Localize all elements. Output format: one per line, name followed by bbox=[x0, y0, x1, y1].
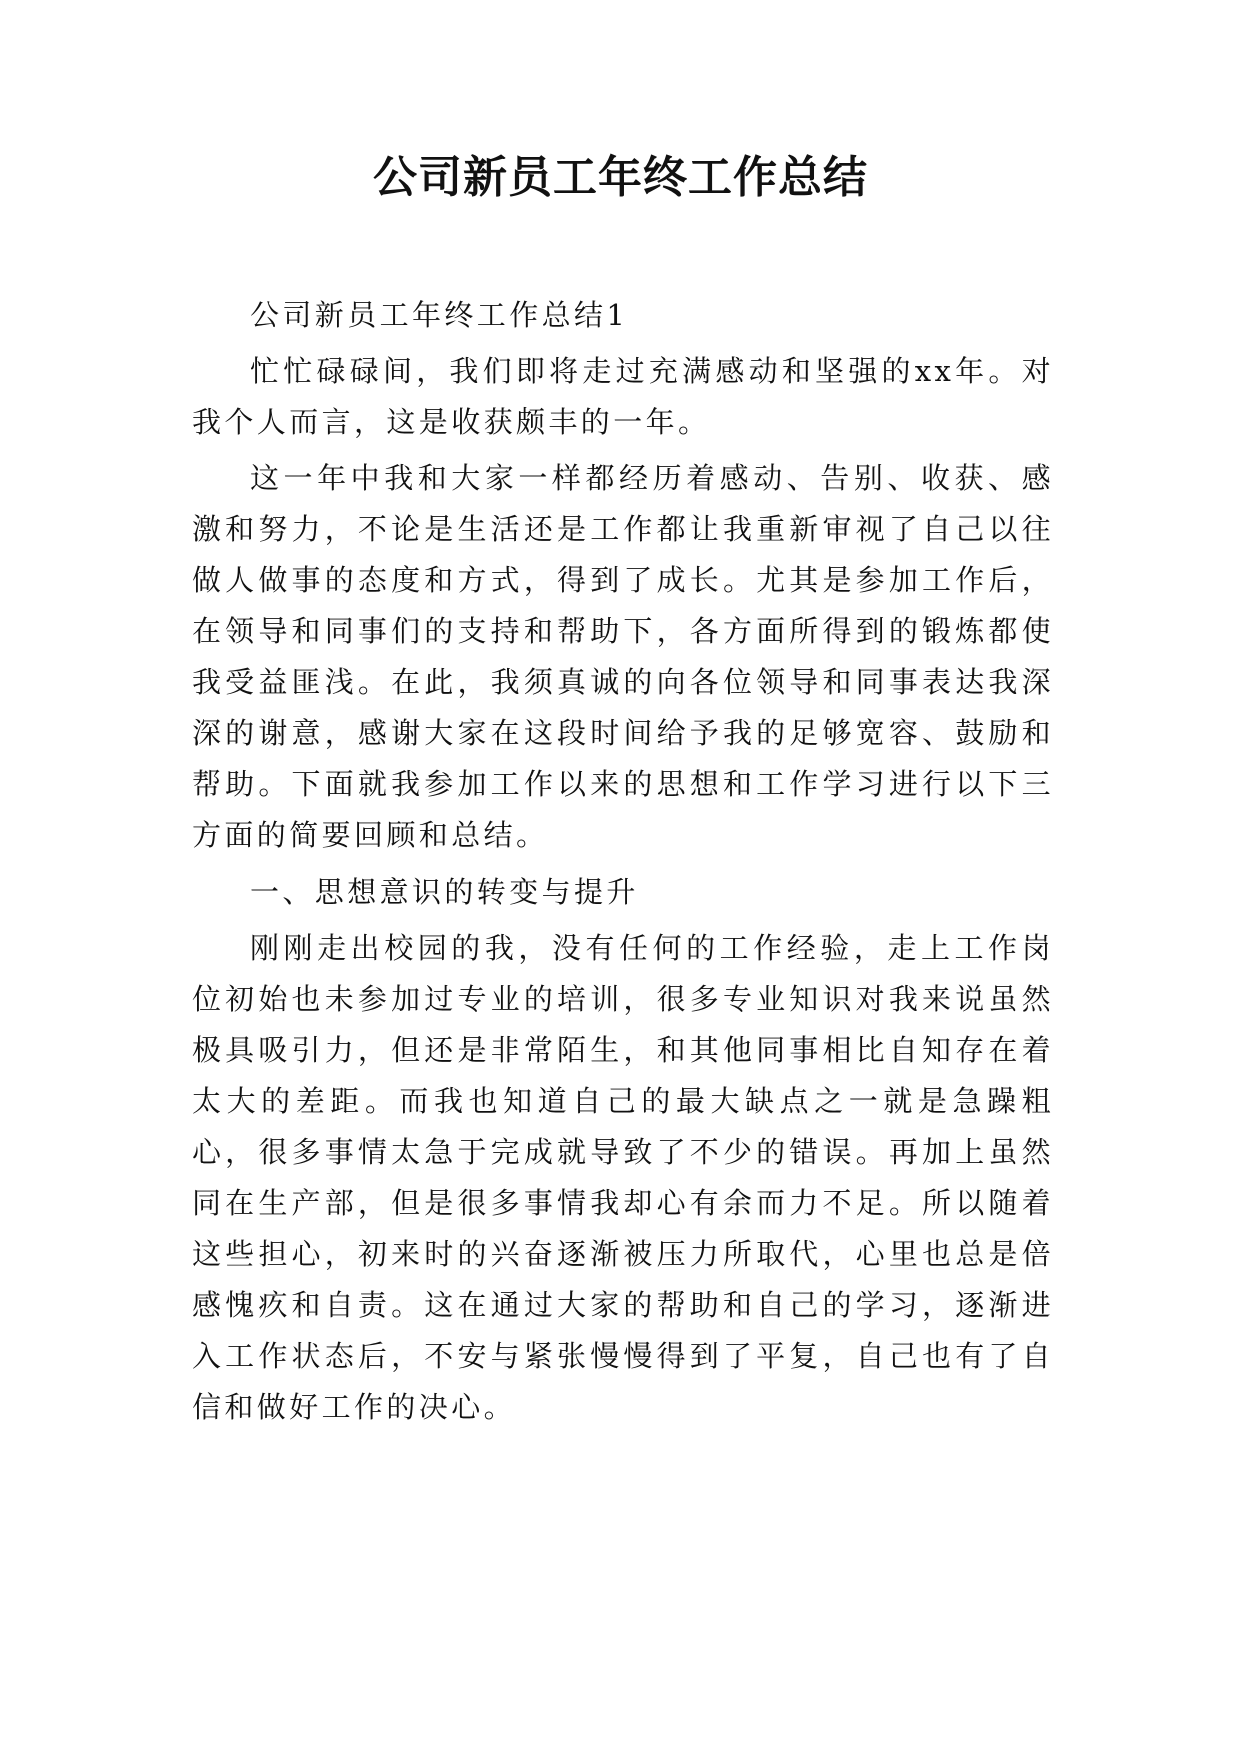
paragraph-intro: 忙忙碌碌间，我们即将走过充满感动和坚强的xx年。对我个人而言，这是收获颇丰的一年。 bbox=[192, 354, 1054, 440]
paragraph-subheading: 一、思想意识的转变与提升 bbox=[250, 874, 639, 909]
paragraph-section-heading: 公司新员工年终工作总结1 bbox=[250, 298, 629, 332]
document-body bbox=[192, 290, 1054, 1438]
paragraph-gratitude: 这一年中我和大家一样都经历着感动、告别、收获、感激和努力，不论是生活还是工作都让我重新审视了自己以往做人做事的态度和方式，得到了成长。尤其是参加工作后，在领导和同事们的支持和帮助下，各方面所得到的锻炼都使我受益匪浅。在此，我须真诚的向各位领导和同事表达我深深的谢意，感谢大家在这段时间给予我的足够宽容、鼓励和帮助。下面就我参加工作以来的思想和工作学习进行以下三方面的简要回顾和总结。 bbox=[192, 461, 1054, 853]
document-title: 公司新员工年终工作总结 bbox=[373, 152, 868, 203]
paragraph-thought-change: 刚刚走出校园的我，没有任何的工作经验，走上工作岗位初始也未参加过专业的培训，很多专业知识对我来说虽然极具吸引力，但还是非常陌生，和其他同事相比自知存在着太大的差距。而我也知道自己的最大缺点之一就是急躁粗心，很多事情太急于完成就导致了不少的错误。再加上虽然同在生产部，但是很多事情我却心有余而力不足。所以随着这些担心，初来时的兴奋逐渐被压力所取代，心里也总是倍感愧疚和自责。这在通过大家的帮助和自己的学习，逐渐进入工作状态后，不安与紧张慢慢得到了平复，自己也有了自信和做好工作的决心。 bbox=[192, 930, 1054, 1424]
